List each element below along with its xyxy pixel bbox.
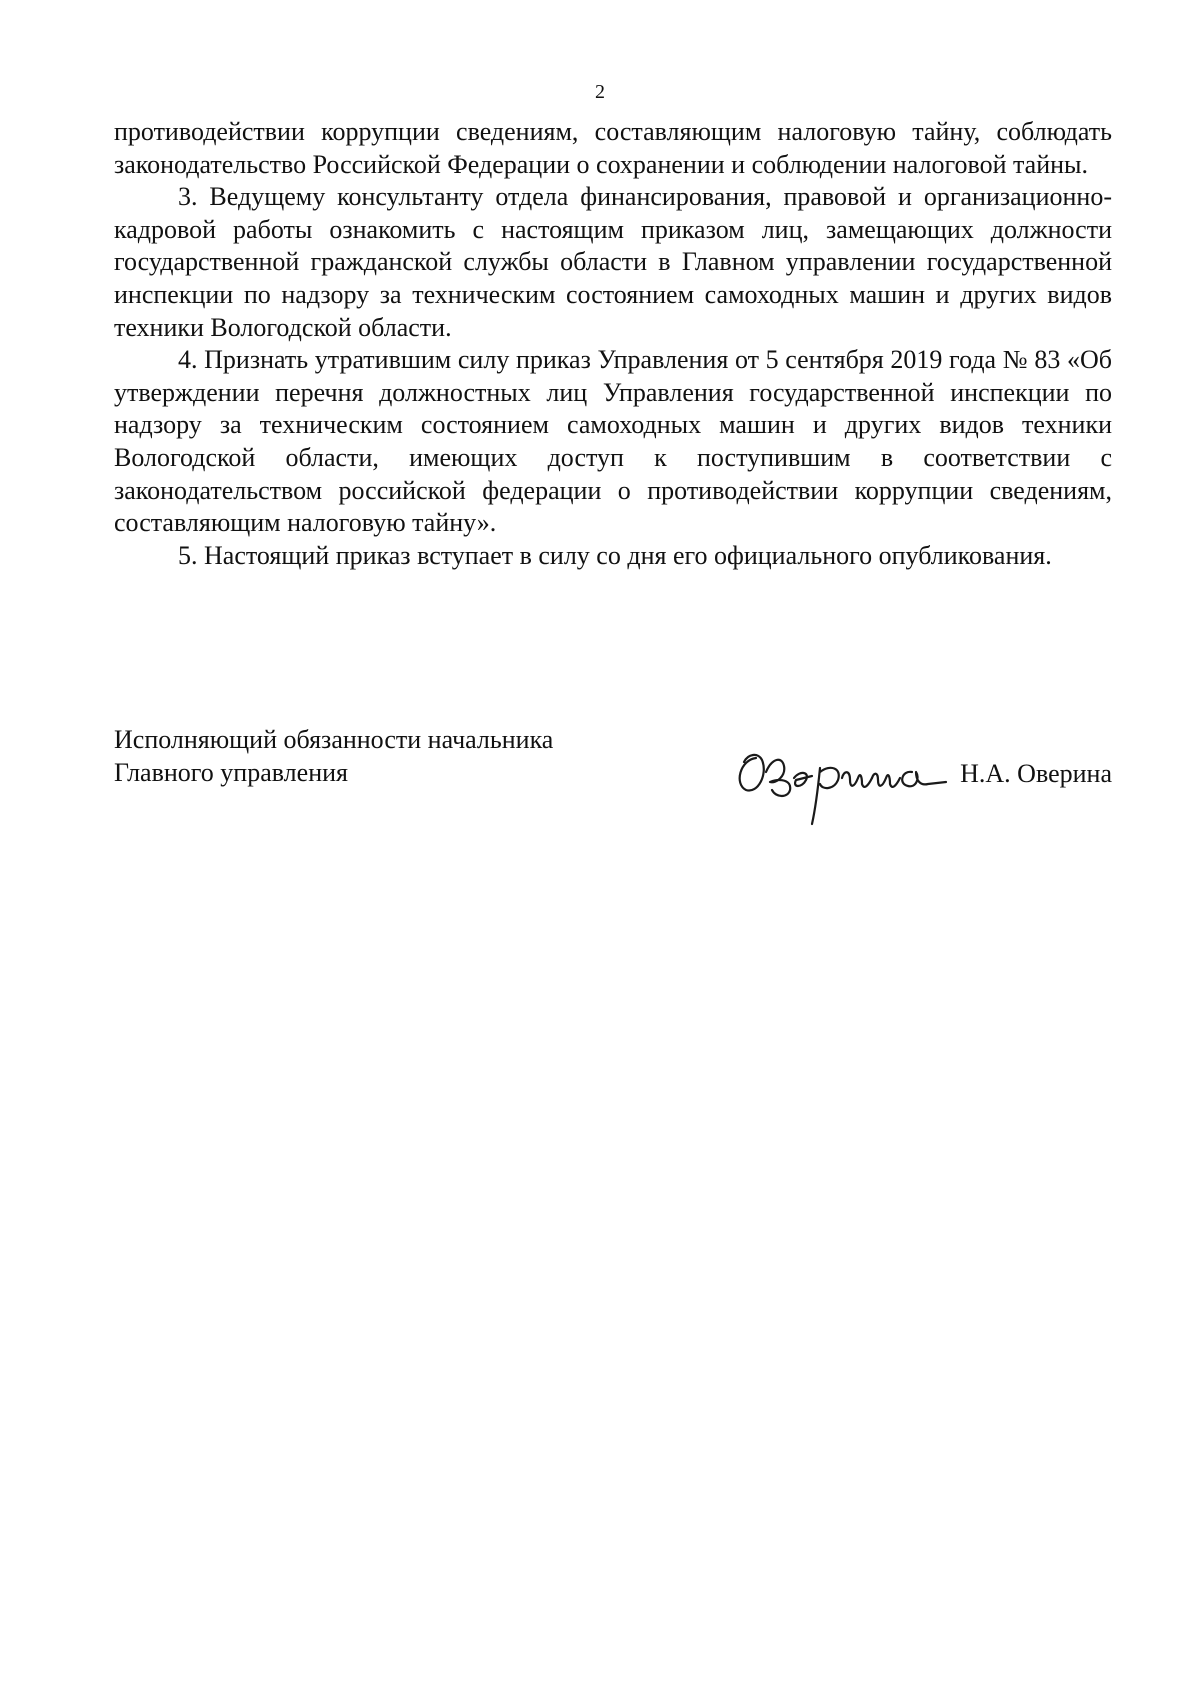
paragraph-continuation: противодействии коррупции сведениям, составляющим налоговую тайну, соблюдать законодательство Российской Федерации о сохранении и соблюдении налоговой тайны.: [114, 117, 1112, 179]
signatory-position-line-2: Главного управления: [114, 757, 348, 787]
signatory-position: [114, 724, 674, 789]
page-number: 2: [595, 81, 605, 103]
signatory-position-line-1: Исполняющий обязанности начальника: [114, 725, 554, 754]
signatory-name: Н.А. Оверина: [960, 759, 1112, 788]
paragraph-item-4: 4. Признать утратившим силу приказ Управления от 5 сентября 2019 года № 83 «Об утверждении перечня должностных лиц Управления государственной инспекции по надзору за техническим состоянием самоходных машин и других видов техники Вологодской области, имеющих доступ к поступившим в соответствии с законодательством российской федерации о противодействии коррупции сведениям, составляющим налоговую тайну».: [114, 345, 1112, 538]
paragraph-item-3: 3. Ведущему консультанту отдела финансирования, правовой и организационно-кадровой работы ознакомить с настоящим приказом лиц, замещающих должности государственной гражданской службы области в Главном управлении государственной инспекции по надзору за техническим состоянием самоходных машин и других видов техники Вологодской области.: [114, 182, 1112, 342]
paragraph-item-5: 5. Настоящий приказ вступает в силу со дня его официального опубликования.: [178, 540, 1052, 570]
signature-block: [114, 724, 1112, 844]
document-body: [114, 116, 1112, 572]
